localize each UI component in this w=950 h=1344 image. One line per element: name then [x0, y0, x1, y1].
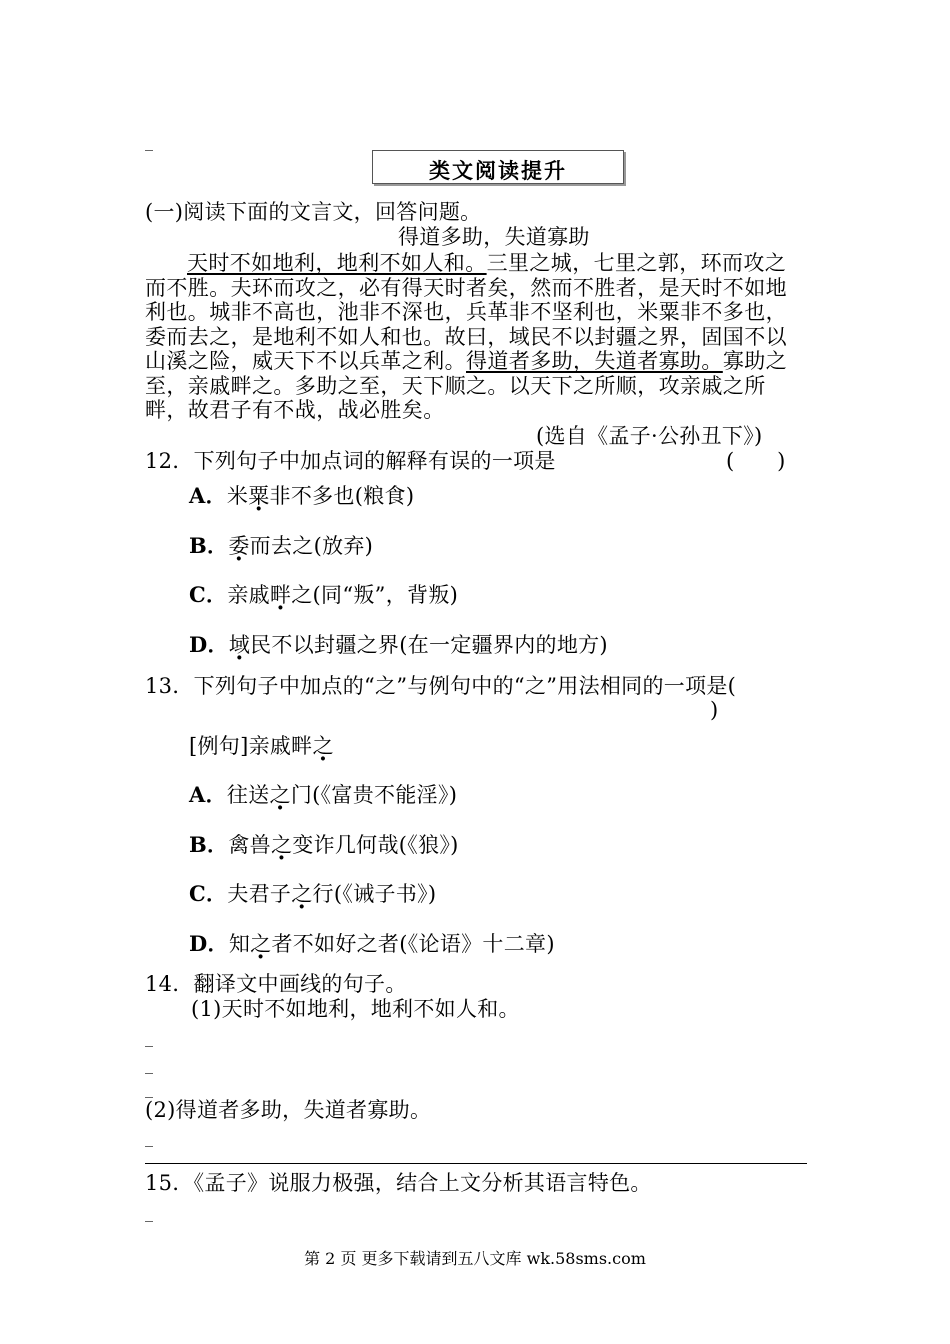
dotted-word: 之 [291, 882, 313, 906]
section-banner-title: 类文阅读提升 [429, 158, 567, 183]
q12-option-d[interactable]: D．域民不以封疆之界(在一定疆界内的地方) [189, 632, 608, 657]
q13-stem: 13．下列句子中加点的“之”与例句中的“之”用法相同的一项是( [145, 674, 737, 698]
dotted-word: 委 [228, 534, 250, 558]
underlined-sentence-2: 得道者多助，失道者寡助。 [466, 349, 723, 373]
dotted-word: 之 [269, 783, 291, 807]
dotted-word: 畔 [269, 583, 292, 607]
dotted-word: 粟 [248, 484, 270, 508]
q12-option-b[interactable]: B．委而去之(放弃) [189, 533, 374, 558]
q15-stem: 15．《孟子》说服力极强，结合上文分析其语言特色。 [145, 1171, 652, 1195]
answer-blank-line[interactable]: _ [145, 1028, 153, 1047]
passage-title: 得道多助，失道寡助 [398, 225, 590, 249]
q13-option-d[interactable]: D．知之者不如好之者(《论语》十二章) [189, 931, 555, 956]
passage-text-1: 三里之城，七里之郭，环而攻之而不胜。夫环而攻之，必有得天时者矣，然而不胜者，是天时不如地利也。城非不高也，池非不深也，兵革非不坚利也，米粟非不多也，委而去之，是地利不如人和也。故曰，域民不以封疆之界，固国不以山溪之险，威天下不以兵革之利。 [145, 251, 787, 373]
q13-example: [例句]亲戚畔之 [189, 734, 334, 758]
underlined-sentence-1: 天时不如地利，地利不如人和。 [187, 251, 487, 275]
dotted-word: 域 [228, 633, 251, 657]
q14-stem: 14．翻译文中画线的句子。 [145, 972, 407, 996]
dotted-word: 之 [270, 833, 293, 857]
passage-body [145, 251, 807, 423]
passage-source: (选自《孟子·公孙丑下》) [536, 424, 763, 448]
answer-blank-line[interactable]: _ [145, 1055, 153, 1074]
q13-option-a[interactable]: A．往送之门(《富贵不能淫》) [189, 782, 458, 807]
q12-option-c[interactable]: C．亲戚畔之(同“叛”，背叛) [189, 582, 459, 607]
reading-instruction: (一)阅读下面的文言文，回答问题。 [145, 200, 482, 224]
answer-rule-line [145, 1163, 807, 1164]
q13-answer-bracket: ) [710, 698, 719, 722]
q12-option-a[interactable]: A．米粟非不多也(粮食) [189, 483, 415, 508]
q13-option-b[interactable]: B．禽兽之变诈几何哉(《狼》) [189, 832, 459, 857]
section-banner [372, 150, 624, 184]
q13-option-c[interactable]: C．夫君子之行(《诫子书》) [189, 881, 437, 906]
q12-answer-bracket: ( ) [726, 449, 786, 473]
dotted-word: 之 [312, 734, 334, 758]
passage-text-2: 寡助之至，亲戚畔之。多助之至，天下顺之。以天下之所顺，攻亲戚之所畔，故君子有不战，战必胜矣。 [145, 349, 788, 422]
answer-blank-line[interactable]: _ [145, 1079, 153, 1098]
answer-blank-line[interactable]: _ [145, 1128, 153, 1147]
q12-stem: 12．下列句子中加点词的解释有误的一项是 [145, 449, 556, 473]
answer-blank-line: _ [145, 132, 153, 151]
page-footer: 第 2 页 更多下载请到五八文库 wk.58sms.com [304, 1249, 646, 1268]
answer-blank-line[interactable]: _ [145, 1203, 153, 1222]
q14-sub2: (2)得道者多助，失道者寡助。 [145, 1098, 432, 1122]
dotted-word: 之 [250, 932, 272, 956]
q14-sub1: (1)天时不如地利，地利不如人和。 [191, 997, 520, 1021]
